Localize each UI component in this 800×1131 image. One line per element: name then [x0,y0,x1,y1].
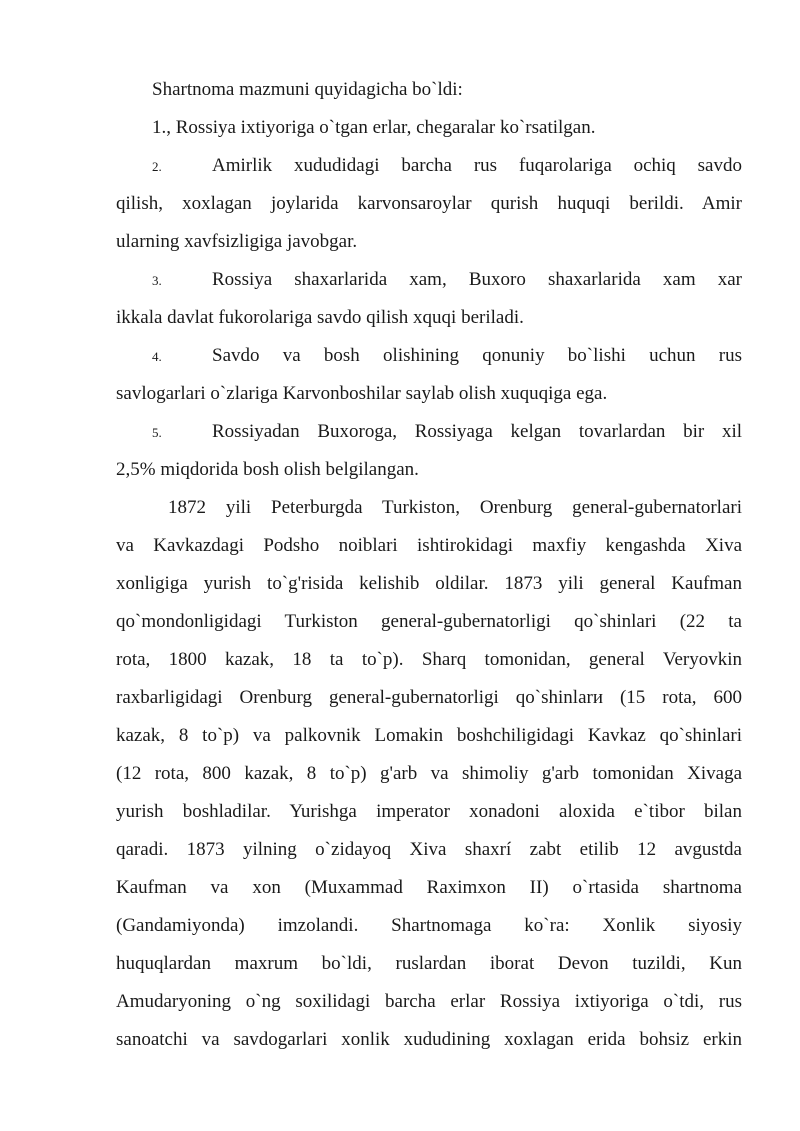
paragraph-line-8: (12 rota, 800 kazak, 8 to`p) g'arb va shimoliy g'arb tomonidan Xivaga [116,763,742,784]
list-item-5-line-1: Rossiyadan Buxoroga, Rossiyaga kelgan tovarlardan bir xil [212,421,742,442]
list-item-5-number: 5. [152,425,162,440]
list-item-4-line-1: Savdo va bosh olishining qonuniy bo`lishi uchun rus [212,345,742,366]
list-item-2-line-1: Amirlik xududidagi barcha rus fuqarolariga ochiq savdo [212,155,742,176]
paragraph-line-5: rota, 1800 kazak, 18 ta to`p). Sharq tomonidan, general Veryovkin [116,649,742,670]
list-item-3-number: 3. [152,273,162,288]
list-item-3-line-1: Rossiya shaxarlarida xam, Buxoro shaxarlarida xam xar [212,269,742,290]
paragraph-line-13: huquqlardan maxrum bo`ldi, ruslardan iborat Devon tuzildi, Kun [116,953,742,974]
paragraph-line-3: xonligiga yurish to`g'risida kelishib oldilar. 1873 yili general Kaufman [116,573,742,594]
list-item-3-line-2: ikkala davlat fukorolariga savdo qilish xquqi beriladi. [116,307,524,328]
list-item-2-number: 2. [152,159,162,174]
paragraph-line-2: va Kavkazdagi Podsho noiblari ishtirokidagi maxfiy kengashda Xiva [116,535,742,556]
paragraph-line-15: sanoatchi va savdogarlari xonlik xududining xoxlagan erida bohsiz erkin [116,1029,742,1050]
list-item-5-line-2: 2,5% miqdorida bosh olish belgilangan. [116,459,419,480]
paragraph-line-1: 1872 yili Peterburgda Turkiston, Orenburg general-gubernatorlari [168,497,742,518]
list-item-4-number: 4. [152,349,162,364]
paragraph-line-14: Amudaryoning o`ng soxilidagi barcha erlar Rossiya ixtiyoriga o`tdi, rus [116,991,742,1012]
paragraph-line-6: raxbarligidagi Orenburg general-gubernatorligi qo`shinlarи (15 rota, 600 [116,687,742,708]
paragraph-line-10: qaradi. 1873 yilning o`zidayoq Xiva shaxrí zabt etilib 12 avgustda [116,839,742,860]
intro-line: Shartnoma mazmuni quyidagicha bo`ldi: [152,79,463,100]
list-item-2-line-3: ularning xavfsizligiga javobgar. [116,231,358,252]
list-item-2-line-2: qilish, xoxlagan joylarida karvonsaroylar qurish huquqi berildi. Amir [116,193,742,214]
paragraph-line-12: (Gandamiyonda) imzolandi. Shartnomaga ko`ra: Xonlik siyosiy [116,915,742,936]
list-item-4-line-2: savlogarlari o`zlariga Karvonboshilar saylab olish xuquqiga ega. [116,383,608,404]
paragraph-line-7: kazak, 8 to`p) va palkovnik Lomakin boshchiligidagi Kavkaz qo`shinlari [116,725,742,746]
paragraph-line-4: qo`mondonligidagi Turkiston general-gubernatorligi qo`shinlari (22 ta [116,611,742,632]
paragraph-line-11: Kaufman va xon (Muxammad Raximxon II) o`rtasida shartnoma [116,877,742,898]
paragraph-line-9: yurish boshladilar. Yurishga imperator xonadoni aloxida e`tibor bilan [116,801,742,822]
list-item-1-line-1: 1., Rossiya ixtiyoriga o`tgan erlar, chegaralar ko`rsatilgan. [152,117,596,138]
